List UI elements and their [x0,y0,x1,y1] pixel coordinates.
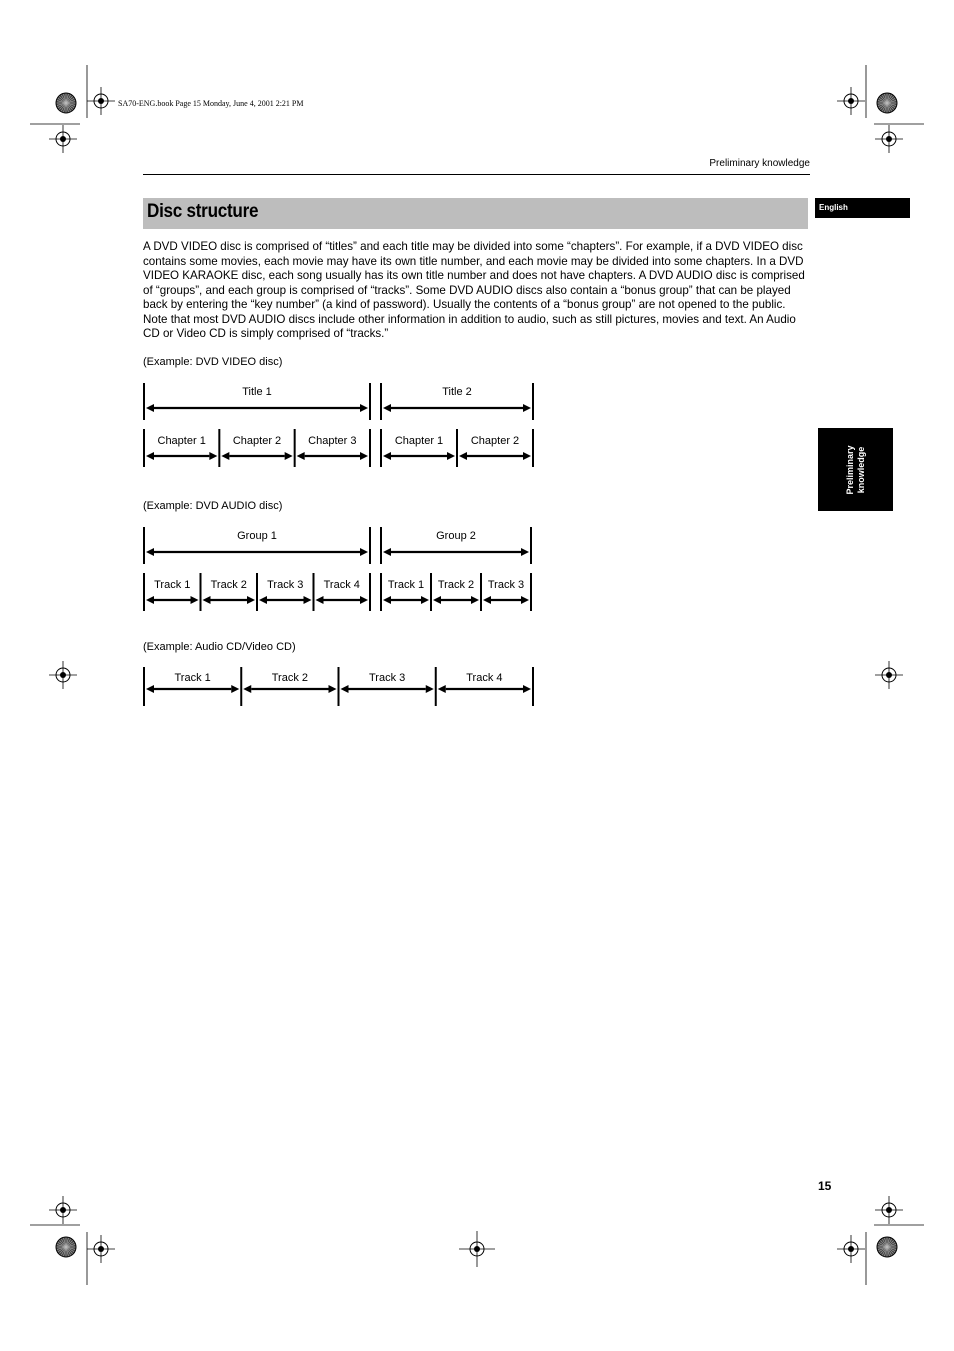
page-number: 15 [818,1179,832,1193]
body-paragraph: A DVD VIDEO disc is comprised of “titles” and each title may be divided into some “chapters”. For example, if a DVD VIDEO disc contains some movies, each movie may have its own title number, and each movie may be divided into some chapters. In a DVD VIDEO KARAOKE disc, each song usually has its own title number and does not have chapters. A DVD AUDIO disc is comprised of “groups”, and each group is comprised of “tracks”. Some DVD AUDIO discs also contain a “bonus group” that can be played back by entering the “key number” (a kind of password). Usually the contents of a “bonus group” are not opened to the public. Note that most DVD AUDIO discs include other information in addition to audio, such as still pictures, movies and text. An Audio CD or Video CD is simply comprised of “tracks.” [143,240,805,340]
audio-cd-track2-arrow-head-right [329,685,337,693]
audio-cd-track4-arrow-head-right [523,685,531,693]
audio-cd-track4-arrow-head-left [438,685,446,693]
dvd_video-group2-label: Title 2 [442,386,472,398]
audio-cd-track1-label: Track 1 [174,672,211,684]
dvd_audio-group2-item3-label: Track 3 [487,579,525,591]
language-tab-label: English [819,203,848,212]
running-header: Preliminary knowledge [709,158,810,169]
audio-cd-track2-label: Track 2 [271,672,309,684]
dvd_video-group1-item1-label: Chapter 1 [157,435,206,447]
dvd_audio-group2-item2-label: Track 2 [437,579,475,591]
dvd_audio-group1-item2-label: Track 2 [210,579,247,591]
dvd-audio-caption: (Example: DVD AUDIO disc) [143,500,283,512]
section-title: Disc structure [147,201,259,222]
audio-cd-track2-arrow-head-left [243,685,251,693]
dvd_video-group1-item3-label: Chapter 3 [308,435,357,447]
dvd_video-group1-label: Title 1 [242,386,272,398]
audio-cd-track1-arrow-head-right [231,685,239,693]
audio-cd-track3-arrow-head-left [341,685,349,693]
dvd_audio-group2-label: Group 2 [436,530,476,542]
dvd_audio-group1-item4-label: Track 4 [323,579,360,591]
side-tab-line1: Preliminary [844,444,855,495]
audio-cd-track1-arrow-head-left [146,685,154,693]
print-info: SA70-ENG.book Page 15 Monday, June 4, 2001 2:21 PM [118,99,304,108]
side-tab-line2: knowledge [855,446,866,493]
dvd-video-caption: (Example: DVD VIDEO disc) [143,356,283,368]
audio-cd-caption: (Example: Audio CD/Video CD) [143,641,296,653]
dvd_video-group2-item2-label: Chapter 2 [470,435,520,447]
audio-cd-track3-arrow-head-right [426,685,434,693]
dvd_audio-group1-item3-label: Track 3 [267,579,304,591]
dvd_video-group1-item2-label: Chapter 2 [232,435,282,447]
audio-cd-track4-label: Track 4 [466,672,503,684]
dvd_audio-group2-item1-label: Track 1 [387,579,425,591]
dvd_video-group2-item1-label: Chapter 1 [394,435,444,447]
audio-cd-track3-label: Track 3 [368,672,406,684]
dvd_audio-group1-item1-label: Track 1 [154,579,191,591]
dvd_audio-group1-label: Group 1 [237,530,277,542]
